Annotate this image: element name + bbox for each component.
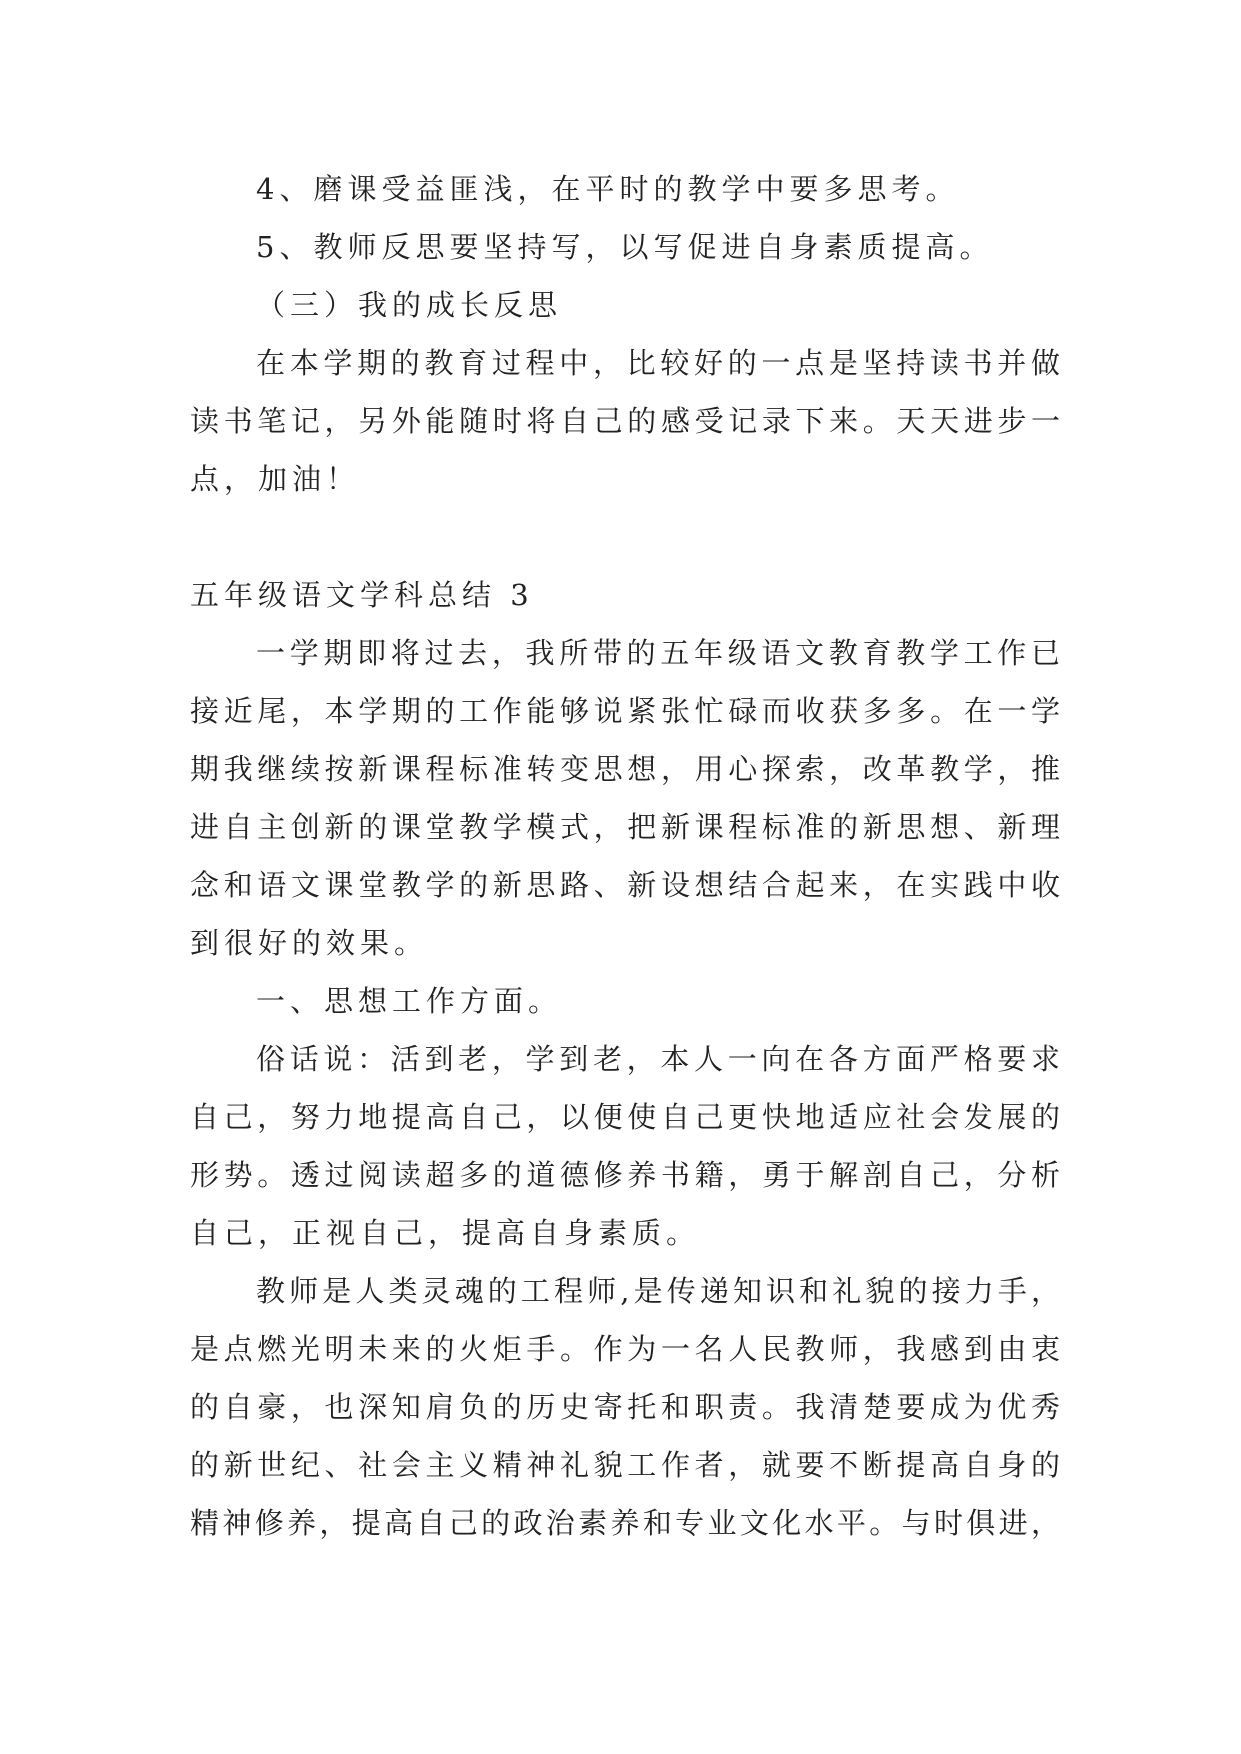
paragraph-line: 期我继续按新课程标准转变思想，用心探索，改革教学，推	[190, 752, 1060, 786]
list-item-4: 4、磨课受益匪浅，在平时的教学中要多思考。	[256, 172, 960, 206]
paragraph-gap	[190, 508, 1060, 566]
section-heading-thought-work: 一、思想工作方面。	[256, 984, 563, 1018]
paragraph-line: 自己，努力地提高自己，以便使自己更快地适应社会发展的	[190, 1100, 1060, 1134]
paragraph-line: 接近尾，本学期的工作能够说紧张忙碌而收获多多。在一学	[190, 694, 1060, 728]
document-title: 五年级语文学科总结 3	[190, 578, 534, 612]
paragraph-line: 读书笔记，另外能随时将自己的感受记录下来。天天进步一	[190, 404, 1060, 438]
section-heading-growth-reflection: （三）我的成长反思	[256, 288, 563, 322]
paragraph-line: 一学期即将过去，我所带的五年级语文教育教学工作已	[256, 636, 1060, 670]
paragraph-line: 是点燃光明未来的火炬手。作为一名人民教师，我感到由衷	[190, 1332, 1060, 1366]
paragraph-line: 的自豪，也深知肩负的历史寄托和职责。我清楚要成为优秀	[190, 1390, 1060, 1424]
paragraph-line: 教师是人类灵魂的工程师,是传递知识和礼貌的接力手，	[256, 1274, 1060, 1308]
paragraph-line: 自己，正视自己，提高自身素质。	[190, 1216, 701, 1250]
paragraph-line: 到很好的效果。	[190, 926, 429, 960]
paragraph-line: 形势。透过阅读超多的道德修养书籍，勇于解剖自己，分析	[190, 1158, 1060, 1192]
paragraph-line: 在本学期的教育过程中，比较好的一点是坚持读书并做	[256, 346, 1060, 380]
document-page	[190, 160, 1060, 1552]
paragraph-line: 俗话说：活到老，学到老，本人一向在各方面严格要求	[256, 1042, 1060, 1076]
paragraph-line: 点，加油！	[190, 462, 361, 496]
paragraph-line: 念和语文课堂教学的新思路、新设想结合起来，在实践中收	[190, 868, 1060, 902]
list-item-5: 5、教师反思要坚持写，以写促进自身素质提高。	[256, 230, 994, 264]
paragraph-line: 进自主创新的课堂教学模式，把新课程标准的新思想、新理	[190, 810, 1060, 844]
paragraph-line: 精神修养，提高自己的政治素养和专业文化水平。与时俱进，	[190, 1506, 1060, 1540]
paragraph-line: 的新世纪、社会主义精神礼貌工作者，就要不断提高自身的	[190, 1448, 1060, 1482]
